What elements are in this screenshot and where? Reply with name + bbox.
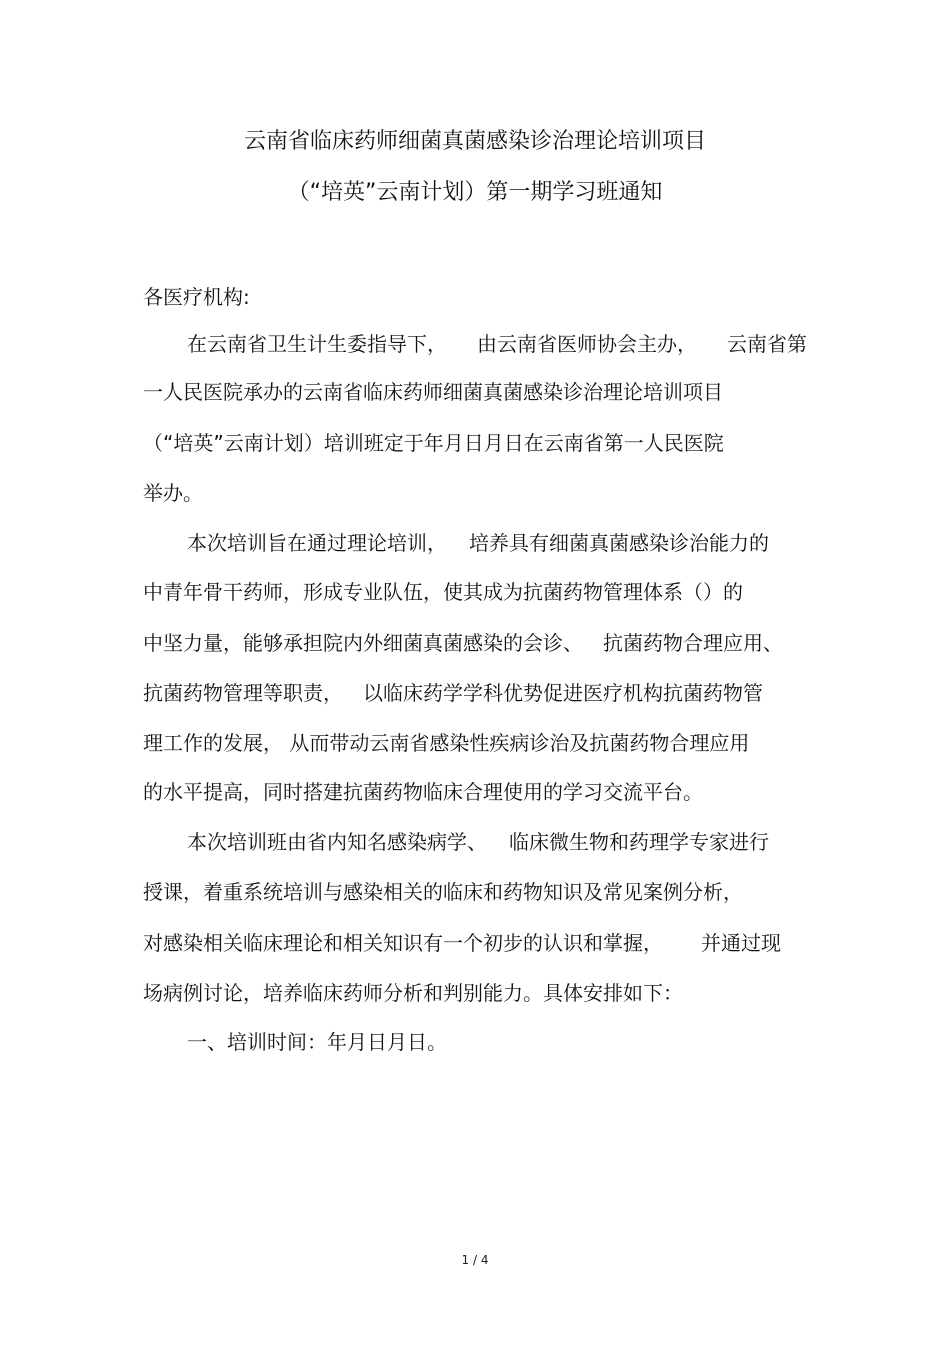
paragraph-2-line-4-part-a: 抗菌药物管理等职责， bbox=[143, 681, 343, 705]
paragraph-2-line-3-part-a: 中坚力量，能够承担院内外细菌真菌感染的会诊、 bbox=[143, 631, 583, 655]
paragraph-1-line-1-part-a: 在云南省卫生计生委指导下， bbox=[187, 332, 447, 356]
paragraph-2-line-4 bbox=[143, 680, 763, 706]
paragraph-2-line-3-part-b: 抗菌药物合理应用、 bbox=[603, 631, 783, 655]
paragraph-3-line-1-part-a: 本次培训班由省内知名感染病学、 bbox=[187, 830, 487, 854]
paragraph-3-line-4: 场病例讨论，培养临床药师分析和判别能力。具体安排如下： bbox=[143, 981, 683, 1005]
page-number: 1 / 4 bbox=[461, 1253, 489, 1267]
paragraph-2-line-3 bbox=[143, 630, 783, 656]
paragraph-2-line-2: 中青年骨干药师，形成专业队伍，使其成为抗菌药物管理体系（）的 bbox=[143, 580, 743, 604]
paragraph-2-line-1-part-b: 培养具有细菌真菌感染诊治能力的 bbox=[469, 531, 769, 555]
paragraph-2-line-1-part-a: 本次培训旨在通过理论培训， bbox=[187, 531, 447, 555]
paragraph-3-line-3 bbox=[143, 930, 781, 956]
paragraph-3-line-1 bbox=[187, 829, 769, 855]
salutation: 各医疗机构: bbox=[143, 285, 250, 309]
paragraph-1-line-1-part-c: 云南省第 bbox=[727, 332, 807, 356]
document-title-line-1: 云南省临床药师细菌真菌感染诊治理论培训项目 bbox=[243, 129, 706, 154]
paragraph-1-line-1 bbox=[187, 331, 807, 357]
paragraph-3-line-3-part-a: 对感染相关临床理论和相关知识有一个初步的认识和掌握， bbox=[143, 931, 663, 955]
paragraph-2-line-4-part-b: 以临床药学学科优势促进医疗机构抗菌药物管 bbox=[363, 681, 763, 705]
paragraph-1-line-2: 一人民医院承办的云南省临床药师细菌真菌感染诊治理论培训项目 bbox=[143, 380, 723, 404]
paragraph-3-line-2: 授课，着重系统培训与感染相关的临床和药物知识及常见案例分析， bbox=[143, 880, 743, 904]
paragraph-2-line-1 bbox=[187, 530, 769, 556]
paragraph-1-line-3: （“培英”云南计划）培训班定于年月日月日在云南省第一人民医院 bbox=[143, 431, 724, 455]
section-1-training-time: 一、培训时间：年月日月日。 bbox=[187, 1030, 447, 1054]
paragraph-2-line-6: 的水平提高，同时搭建抗菌药物临床合理使用的学习交流平台。 bbox=[143, 780, 703, 804]
document-title-line-2: （“培英”云南计划）第一期学习班通知 bbox=[287, 180, 663, 205]
paragraph-1-line-1-part-b: 由云南省医师协会主办， bbox=[477, 332, 697, 356]
paragraph-1-line-4: 举办。 bbox=[143, 481, 203, 505]
paragraph-2-line-5: 理工作的发展， 从而带动云南省感染性疾病诊治及抗菌药物合理应用 bbox=[143, 731, 750, 755]
paragraph-3-line-1-part-b: 临床微生物和药理学专家进行 bbox=[509, 830, 769, 854]
paragraph-3-line-3-part-b: 并通过现 bbox=[701, 931, 781, 955]
